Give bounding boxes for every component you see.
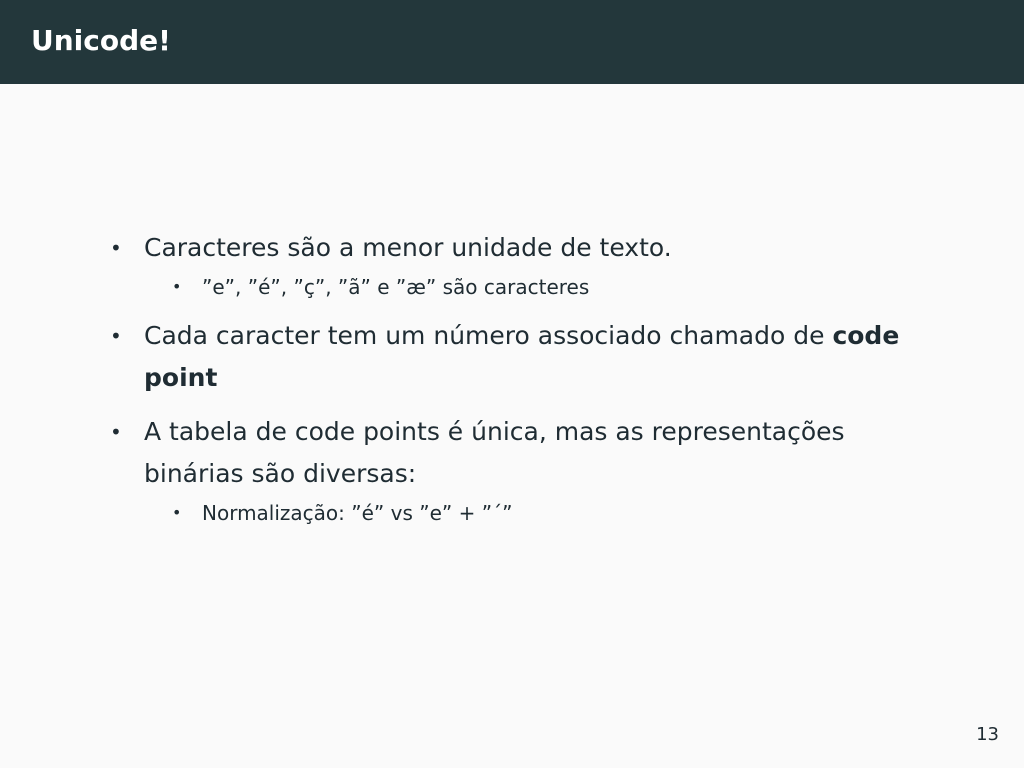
bullet-text: Caracteres são a menor unidade de texto. — [144, 233, 672, 262]
bullet-list — [110, 227, 930, 529]
bold-term: code point — [144, 321, 900, 392]
page-number: 13 — [976, 724, 999, 745]
slide-title-bar — [0, 0, 1024, 84]
bullet-icon: • — [110, 324, 122, 348]
sub-bullet-text: ”e”, ”é”, ”ç”, ”ã” e ”æ” são caracteres — [202, 275, 590, 299]
bullet-icon: • — [110, 420, 122, 444]
bullet-icon: • — [172, 277, 182, 296]
bullet-text: Cada caracter tem um número associado chamado de — [144, 321, 833, 350]
slide-content — [110, 227, 930, 541]
sub-bullet-list — [144, 497, 930, 529]
bullet-item — [110, 315, 930, 399]
bullet-text: A tabela de code points é única, mas as representações binárias são diversas: — [144, 417, 845, 488]
sub-bullet-item — [172, 271, 930, 303]
bullet-icon: • — [172, 503, 182, 522]
bullet-item — [110, 227, 930, 303]
sub-bullet-text: Normalização: ”é” vs ”e” + ”´” — [202, 501, 513, 525]
bullet-item — [110, 411, 930, 529]
sub-bullet-item — [172, 497, 930, 529]
bullet-icon: • — [110, 236, 122, 260]
slide-title: Unicode! — [31, 24, 171, 57]
sub-bullet-list — [144, 271, 930, 303]
